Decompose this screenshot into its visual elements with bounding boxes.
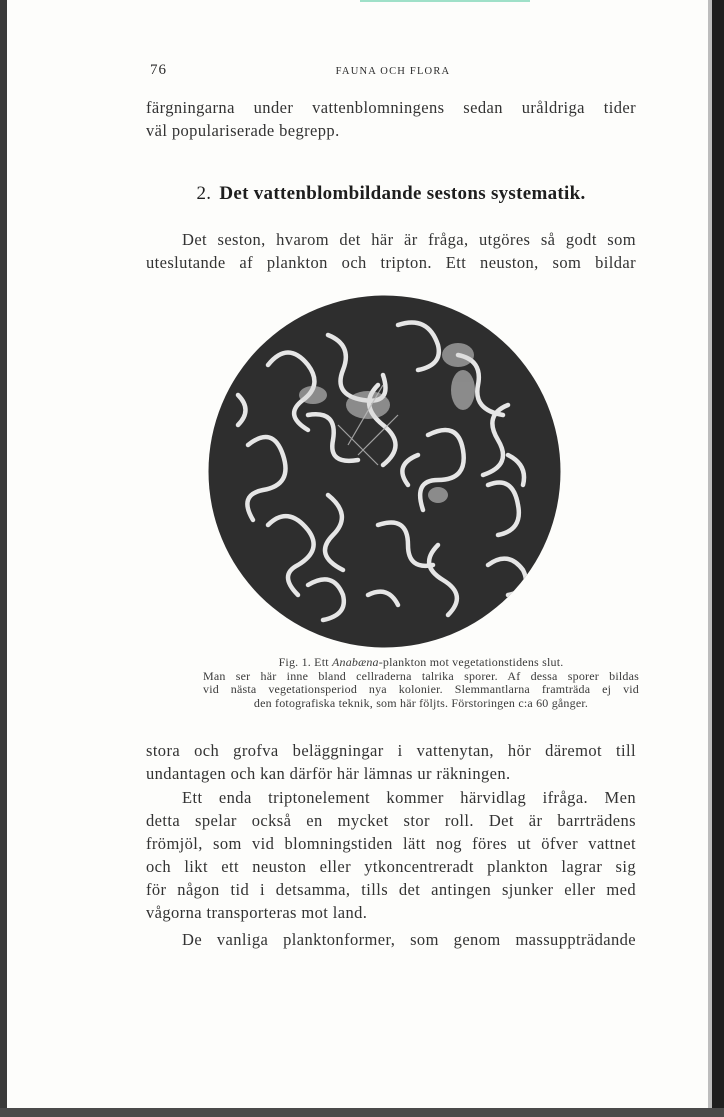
page-number: 76 <box>150 62 167 78</box>
micrograph-image <box>208 295 561 648</box>
para3-line-3: frömjöl, som vid blomningstiden lätt nog föres ut öfver vattnet <box>146 834 636 853</box>
para3-line-2: detta spelar också en mycket stor roll. Det är barrträdens <box>146 811 636 830</box>
para2-line-1: stora och grofva beläggningar i vattenytan, hör däremot till <box>146 741 636 760</box>
section-number: 2. <box>196 183 212 204</box>
caption-line-2: Man ser här inne bland cellraderna talrika sporer. Af dessa sporer bildas <box>203 668 639 683</box>
section-heading <box>146 183 636 205</box>
paragraph-3 <box>146 786 636 924</box>
figure-caption <box>203 656 639 710</box>
intro-line-2: väl populariserade begrepp. <box>146 121 340 140</box>
paragraph-4 <box>146 928 636 951</box>
para1-line-2: uteslutande af plankton och tripton. Ett neuston, som bildar <box>146 253 636 272</box>
para4-line-1: De vanliga planktonformer, som genom massuppträdande <box>182 930 636 949</box>
scan-edge-left <box>0 0 7 1117</box>
intro-line-1: färgningarna under vattenblomningens sedan uråldriga tider <box>146 98 636 117</box>
caption-text-1: -plankton mot vegetationstidens slut. <box>378 655 564 669</box>
para2-line-2: undantagen och kan därför här lämnas ur räkningen. <box>146 764 511 783</box>
caption-line-1 <box>203 656 639 670</box>
para3-line-5: för någon tid i detsamma, tills det antingen sjunker eller med <box>146 880 636 899</box>
paragraph-1 <box>146 228 636 274</box>
caption-genus: Anabæna <box>331 655 379 669</box>
scan-edge-right <box>712 0 724 1117</box>
caption-label: Fig. 1. Ett <box>278 655 329 669</box>
scan-edge-bottom <box>0 1108 724 1117</box>
anabaena-micrograph <box>208 295 561 648</box>
para3-line-4: och likt ett neuston eller ytkoncentreradt plankton lagrar sig <box>146 857 636 876</box>
caption-line-4: den fotografiska teknik, som här följts. Förstoringen c:a 60 gånger. <box>253 695 589 710</box>
caption-line-3: vid nästa vegetationsperiod nya kolonier. Slemmantlarna framträda ej vid <box>203 682 639 696</box>
para1-line-1: Det seston, hvarom det här är fråga, utgöres så godt som <box>182 230 636 249</box>
section-title: Det vattenblombildande sestons systematik. <box>219 183 586 204</box>
para3-line-1: Ett enda triptonelement kommer härvidlag ifråga. Men <box>182 788 636 807</box>
intro-paragraph <box>146 96 636 142</box>
para3-line-6: vågorna transporteras mot land. <box>146 903 368 922</box>
running-head: FAUNA OCH FLORA <box>335 66 451 77</box>
top-edge-tint <box>360 0 530 2</box>
paragraph-2 <box>146 739 636 785</box>
page-header <box>150 62 636 82</box>
